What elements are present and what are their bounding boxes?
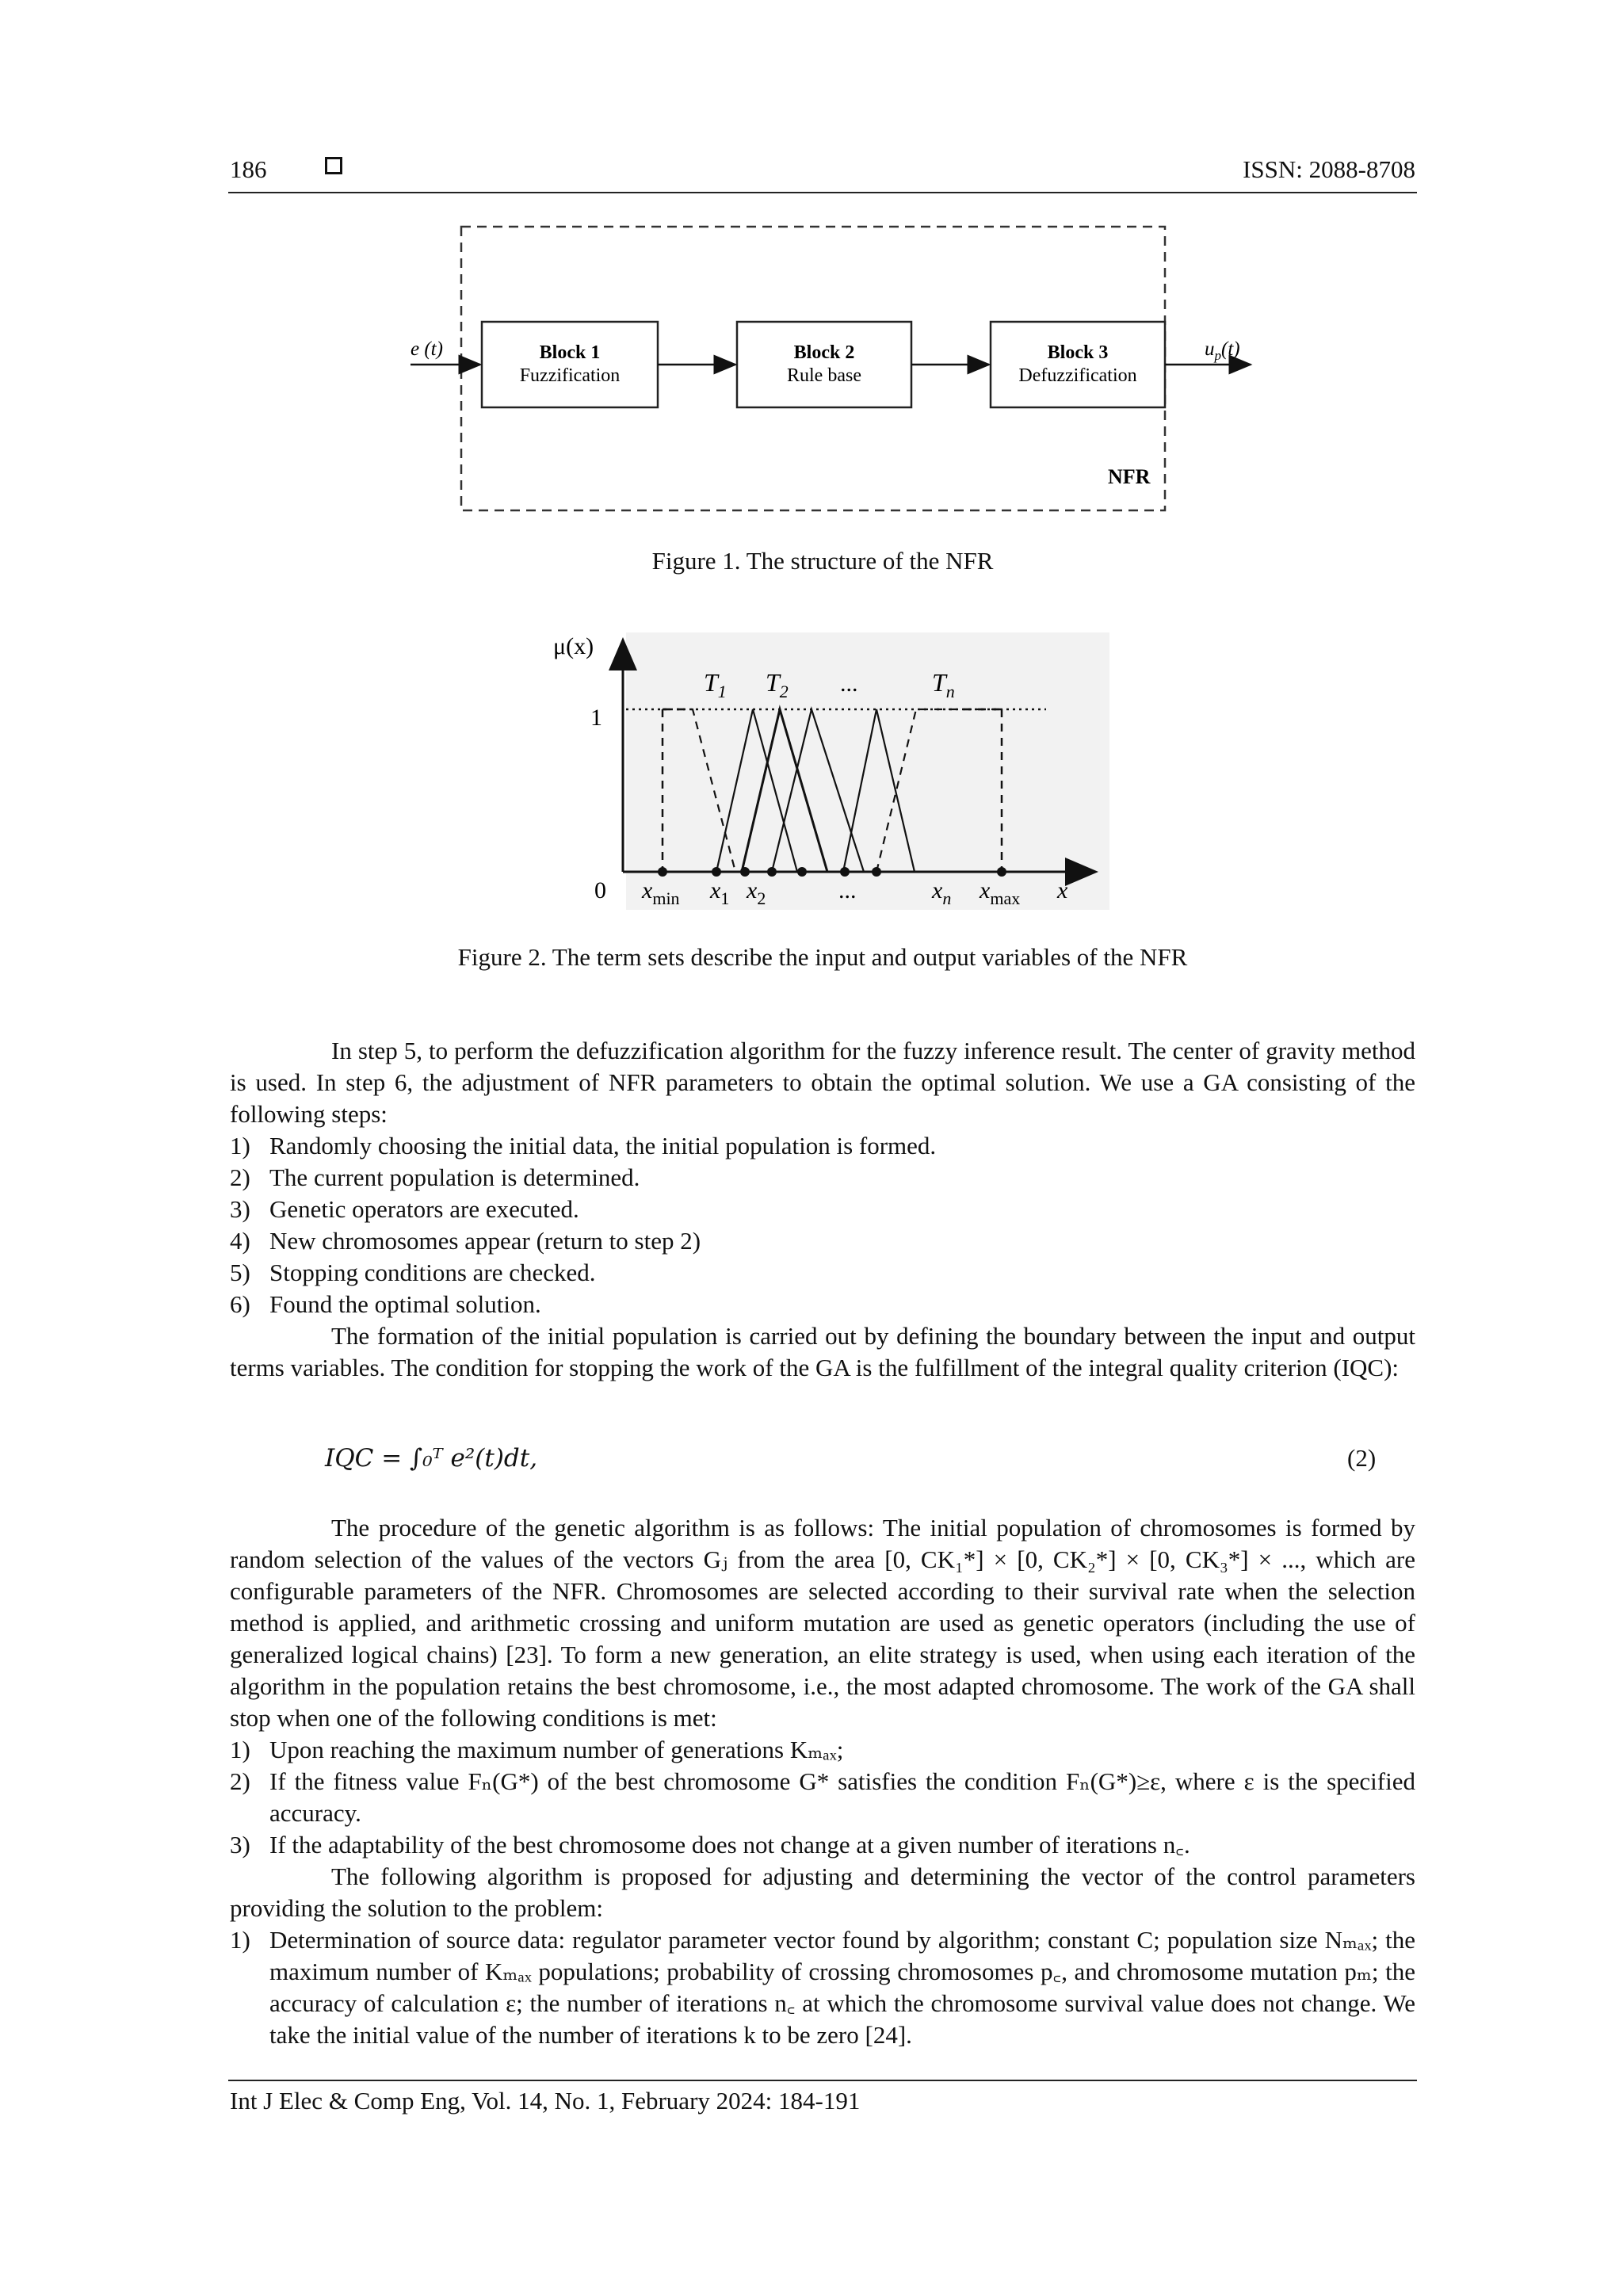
list-item: 4) New chromosomes appear (return to step 2) (230, 1227, 701, 1255)
page-number: 186 (230, 155, 267, 183)
list-item: 1) Determination of source data: regulator parameter vector found by algorithm; constant C; population size Nₘₐₓ; the maximum number of Kₘₐₓ populations; probability of crossing chromosomes p꜀, and chromosome mutation pₘ; the accuracy of calculation ε; the number of iterations n꜀ at which the chromosome survival value does not change. We take the initial value of the number of iterations k to be zero [24]. (230, 1926, 1415, 2049)
paragraph-algorithm-intro: The following algorithm is proposed for adjusting and determining the vector of the control parameters providing the solution to the problem: (230, 1862, 1415, 1922)
paragraph-initial-population: The formation of the initial population is carried out by defining the boundary between the input and output terms variables. The condition for stopping the work of the GA is the fulfillment of the integral quality criterion (IQC): (230, 1322, 1415, 1381)
stop-conditions-list (230, 1734, 1415, 1861)
input-label: e (t) (411, 338, 443, 360)
equation-number: (2) (1347, 1444, 1377, 1472)
list-item: 6) Found the optimal solution. (230, 1290, 541, 1318)
block-2 (737, 322, 911, 407)
block-3 (991, 322, 1165, 407)
list-item: 3) Genetic operators are executed. (230, 1195, 579, 1223)
term-label-tn: $T_n$ (932, 668, 955, 701)
figure-1-caption: Figure 1. The structure of the NFR (651, 547, 994, 575)
list-item: 1) Upon reaching the maximum number of generations Kₘₐₓ; (230, 1736, 844, 1763)
x-tick-x2: $x_2$ (747, 877, 766, 908)
output-label: $u_p(t)$ (1205, 338, 1240, 363)
x-tick-dots: ... (838, 877, 857, 904)
block-2-subtitle: Rule base (787, 365, 861, 386)
algorithm-list (230, 1924, 1415, 2051)
figure-2-membership-plot (547, 626, 1117, 919)
ga-steps-list (230, 1130, 1415, 1320)
point-x1 (712, 867, 721, 877)
list-item: 1) Randomly choosing the initial data, the initial population is formed. (230, 1132, 937, 1159)
origin-label: 0 (594, 877, 606, 904)
paragraph-ga-procedure: The procedure of the genetic algorithm is as follows: The initial population of chromosomes is formed by random selection of the values of the vectors Gⱼ from the area [0, CK₁*] × [0, CK₂*] × [0, CK₃*] × ..., which are configurable parameters of the NFR. Chromosomes are selected according to their survival rate when the selection method is applied, and arithmetic crossing and uniform mutation are used as genetic operators (including the use of generalized logical chains) [23]. To form a new generation, an elite strategy is used, when using each iteration of the algorithm in the population retains the best chromosome, i.e., the most adapted chromosome. The work of the GA shall stop when one of the following conditions is met: (230, 1514, 1415, 1732)
list-item: 2) If the fitness value Fₙ(G*) of the best chromosome G* satisfies the condition Fₙ(G*)≥ε, where ε is the specified accuracy. (230, 1767, 1415, 1827)
x-tick-x1: $x_1$ (710, 877, 730, 908)
footer-rule (228, 2080, 1417, 2081)
list-item: 5) Stopping conditions are checked. (230, 1259, 596, 1286)
list-item: 3) If the adaptability of the best chromosome does not change at a given number of iterations n꜀. (230, 1831, 1190, 1859)
point-x3 (767, 867, 777, 877)
block-1-title: Block 1 (539, 342, 601, 363)
list-item: 2) The current population is determined. (230, 1163, 640, 1191)
point-x4 (797, 867, 807, 877)
figure-1-diagram (396, 214, 1268, 523)
point-xmax (997, 867, 1006, 877)
plot-background (626, 632, 1109, 910)
nfr-label: NFR (1108, 465, 1151, 488)
equation-iqc: IQC = ∫₀ᵀ e²(t)dt, (325, 1444, 538, 1473)
paragraph-step5: In step 5, to perform the defuzzification algorithm for the fuzzy inference result. The center of gravity method is used. In step 6, the adjustment of NFR parameters to obtain the optimal solution. We use a GA consisting of the following steps: (230, 1037, 1415, 1128)
x-tick-xmax: $x_{max}$ (980, 877, 1021, 908)
point-xn (872, 867, 881, 877)
footer-citation: Int J Elec & Comp Eng, Vol. 14, No. 1, February 2024: 184-191 (230, 2087, 861, 2115)
block-3-subtitle: Defuzzification (1018, 365, 1137, 386)
x-tick-xn: $x_n$ (932, 877, 952, 908)
y-tick-1: 1 (590, 705, 602, 731)
block-2-title: Block 2 (793, 342, 855, 363)
point-x2 (740, 867, 750, 877)
term-label-t2: $T_2$ (766, 668, 789, 701)
block-3-title: Block 3 (1047, 342, 1109, 363)
checkbox-square-icon (325, 157, 342, 174)
point-xmin (658, 867, 667, 877)
point-x5 (840, 867, 850, 877)
y-axis-label: μ(x) (553, 633, 594, 659)
issn: ISSN: 2088-8708 (1243, 155, 1415, 183)
header-rule (228, 192, 1417, 193)
term-label-dots: ... (840, 670, 858, 697)
x-tick-xmin: $x_{min}$ (642, 877, 680, 908)
term-label-t1: $T_1$ (704, 668, 727, 701)
x-axis-label: x (1057, 877, 1068, 904)
block-1-subtitle: Fuzzification (519, 365, 621, 386)
figure-2-caption: Figure 2. The term sets describe the input and output variables of the NFR (457, 943, 1188, 971)
block-1 (482, 322, 658, 407)
